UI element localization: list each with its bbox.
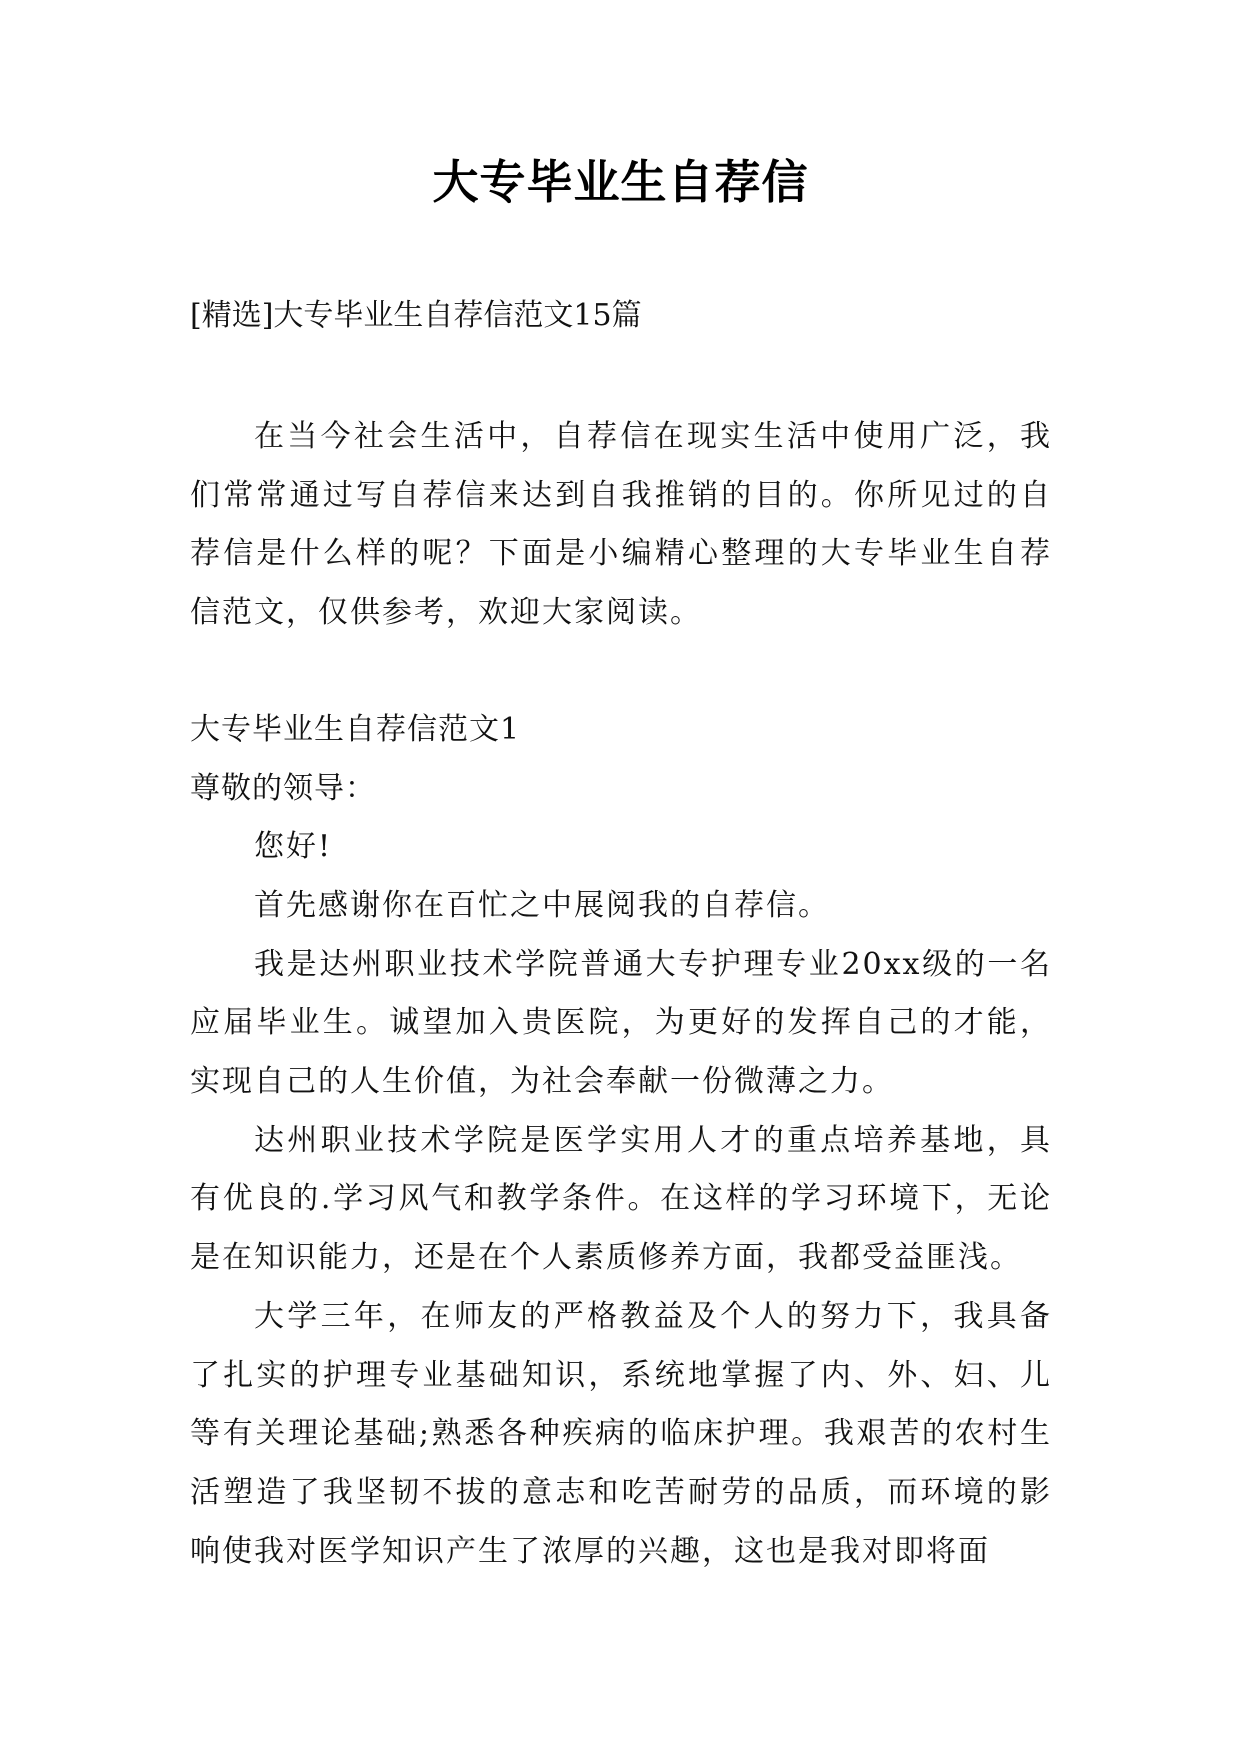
body-paragraph: 大学三年，在师友的严格教益及个人的努力下，我具备了扎实的护理专业基础知识，系统地掌握了内、外、妇、儿等有关理论基础;熟悉各种疾病的临床护理。我艰苦的农村生活塑造了我坚韧不拔的意志和吃苦耐劳的品质，而环境的影响使我对医学知识产生了浓厚的兴趣，这也是我对即将面 bbox=[190, 1298, 1052, 1569]
greeting: 您好! bbox=[254, 829, 333, 865]
intro-paragraph: 在当今社会生活中，自荐信在现实生活中使用广泛，我们常常通过写自荐信来达到自我推销的目的。你所见过的自荐信是什么样的呢？下面是小编精心整理的大专毕业生自荐信范文，仅供参考，欢迎大家阅读。 bbox=[190, 419, 1052, 631]
body-paragraph: 达州职业技术学院是医学实用人才的重点培养基地，具有优良的.学习风气和教学条件。在这样的学习环境下，无论是在知识能力，还是在个人素质修养方面，我都受益匪浅。 bbox=[190, 1122, 1052, 1276]
section-heading: 大专毕业生自荐信范文1 bbox=[190, 711, 521, 747]
body-paragraph: 我是达州职业技术学院普通大专护理专业20xx级的一名应届毕业生。诚望加入贵医院，为更好的发挥自己的才能，实现自己的人生价值，为社会奉献一份微薄之力。 bbox=[190, 946, 1052, 1100]
document-subtitle: [精选]大专毕业生自荐信范文15篇 bbox=[190, 298, 642, 333]
document-body bbox=[190, 408, 1052, 1581]
salutation: 尊敬的领导： bbox=[190, 770, 376, 806]
body-paragraph: 首先感谢你在百忙之中展阅我的自荐信。 bbox=[254, 887, 830, 923]
document-title: 大专毕业生自荐信 bbox=[432, 155, 809, 209]
